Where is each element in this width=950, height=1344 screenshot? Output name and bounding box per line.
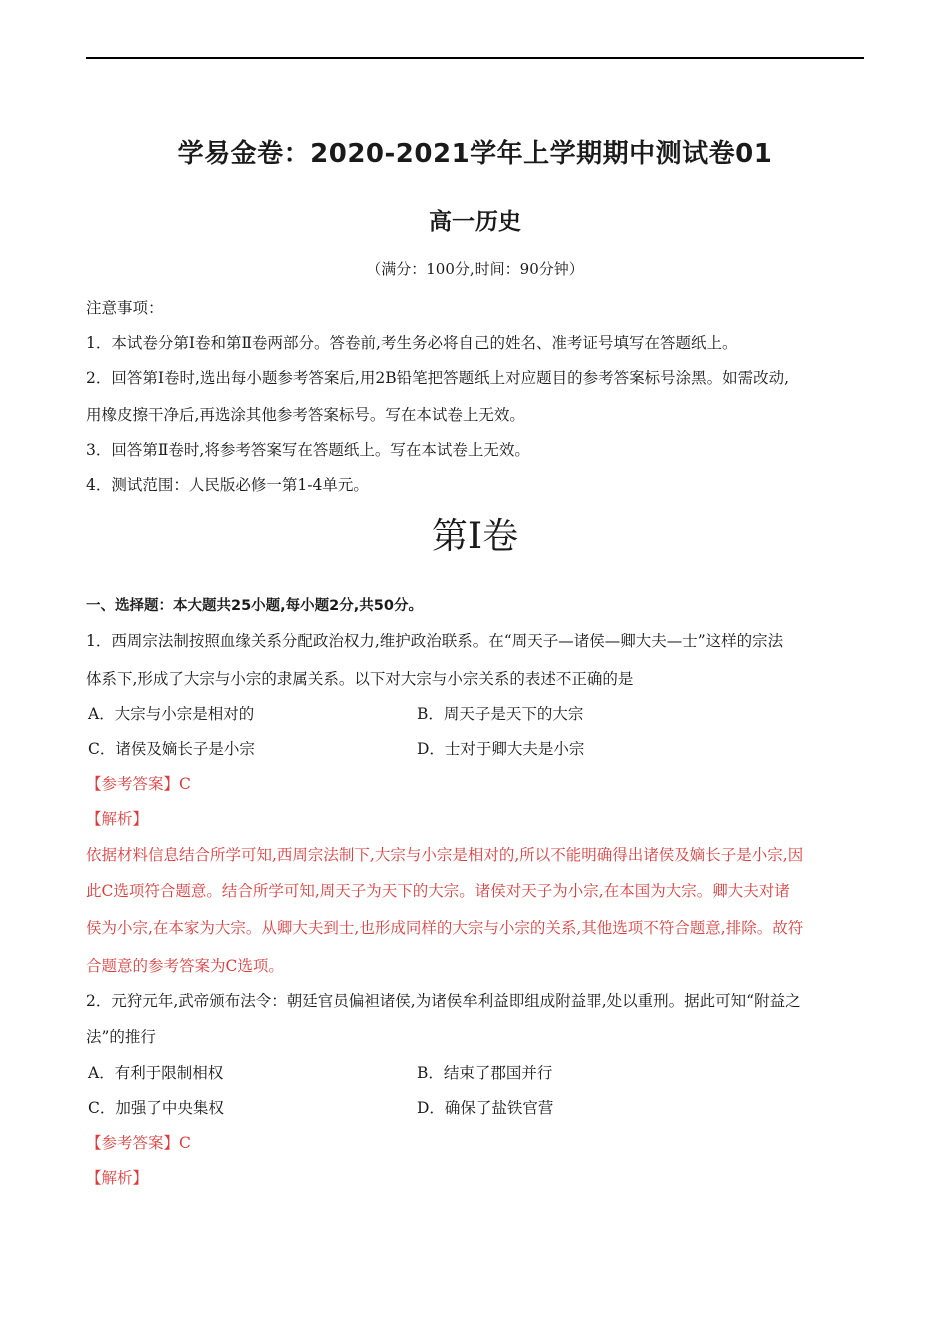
- header-rule: [86, 57, 864, 59]
- subject-title: 高一历史: [429, 209, 521, 235]
- option-c: C．加强了中央集权: [88, 1099, 224, 1117]
- option-b: B．周天子是天下的大宗: [417, 705, 584, 723]
- analysis-label: 【解析】: [86, 1169, 149, 1187]
- note-item: 4．测试范围：人民版必修一第1-4单元。: [86, 476, 369, 494]
- analysis-text: 依据材料信息结合所学可知,西周宗法制下,大宗与小宗是相对的,所以不能明确得出诸侯及嫡长子是小宗,因: [86, 846, 804, 864]
- note-item: 2．回答第Ⅰ卷时,选出每小题参考答案后,用2B铅笔把答题纸上对应题目的参考答案标号涂黑。如需改动,: [86, 369, 790, 387]
- option-a: A．有利于限制相权: [88, 1064, 224, 1082]
- option-c: C．诸侯及嫡长子是小宗: [88, 740, 255, 758]
- exam-title: 学易金卷：2020-2021学年上学期期中测试卷01: [177, 139, 773, 169]
- analysis-text: 合题意的参考答案为C选项。: [86, 957, 284, 975]
- note-item: 用橡皮擦干净后,再选涂其他参考答案标号。写在本试卷上无效。: [86, 406, 525, 424]
- answer-label: 【参考答案】C: [86, 775, 191, 793]
- notes-heading: 注意事项：: [86, 299, 164, 317]
- option-a: A．大宗与小宗是相对的: [88, 705, 255, 723]
- question-stem: 法”的推行: [86, 1028, 156, 1046]
- question-stem: 体系下,形成了大宗与小宗的隶属关系。以下对大宗与小宗关系的表述不正确的是: [86, 670, 634, 688]
- score-time: （满分：100分,时间：90分钟）: [366, 260, 584, 278]
- answer-label: 【参考答案】C: [86, 1134, 191, 1152]
- option-d: D．士对于卿大夫是小宗: [417, 740, 585, 758]
- section-heading: 一、选择题：本大题共25小题,每小题2分,共50分。: [86, 598, 423, 614]
- option-b: B．结束了郡国并行: [417, 1064, 553, 1082]
- option-d: D．确保了盐铁官营: [417, 1099, 554, 1117]
- analysis-text: 侯为小宗,在本家为大宗。从卿大夫到士,也形成同样的大宗与小宗的关系,其他选项不符合题意,排除。故符: [86, 919, 804, 937]
- analysis-label: 【解析】: [86, 810, 149, 828]
- note-item: 1．本试卷分第Ⅰ卷和第Ⅱ卷两部分。答卷前,考生务必将自己的姓名、准考证号填写在答题纸上。: [86, 334, 738, 352]
- question-stem: 2．元狩元年,武帝颁布法令：朝廷官员偏袒诸侯,为诸侯牟利益即组成附益罪,处以重刑。据此可知“附益之: [86, 992, 801, 1010]
- question-stem: 1．西周宗法制按照血缘关系分配政治权力,维护政治联系。在“周天子—诸侯—卿大夫—士”这样的宗法: [86, 632, 784, 650]
- analysis-text: 此C选项符合题意。结合所学可知,周天子为天下的大宗。诸侯对天子为小宗,在本国为大宗。卿大夫对诸: [86, 882, 790, 900]
- note-item: 3．回答第Ⅱ卷时,将参考答案写在答题纸上。写在本试卷上无效。: [86, 441, 530, 459]
- volume-title: 第Ⅰ卷: [431, 516, 519, 557]
